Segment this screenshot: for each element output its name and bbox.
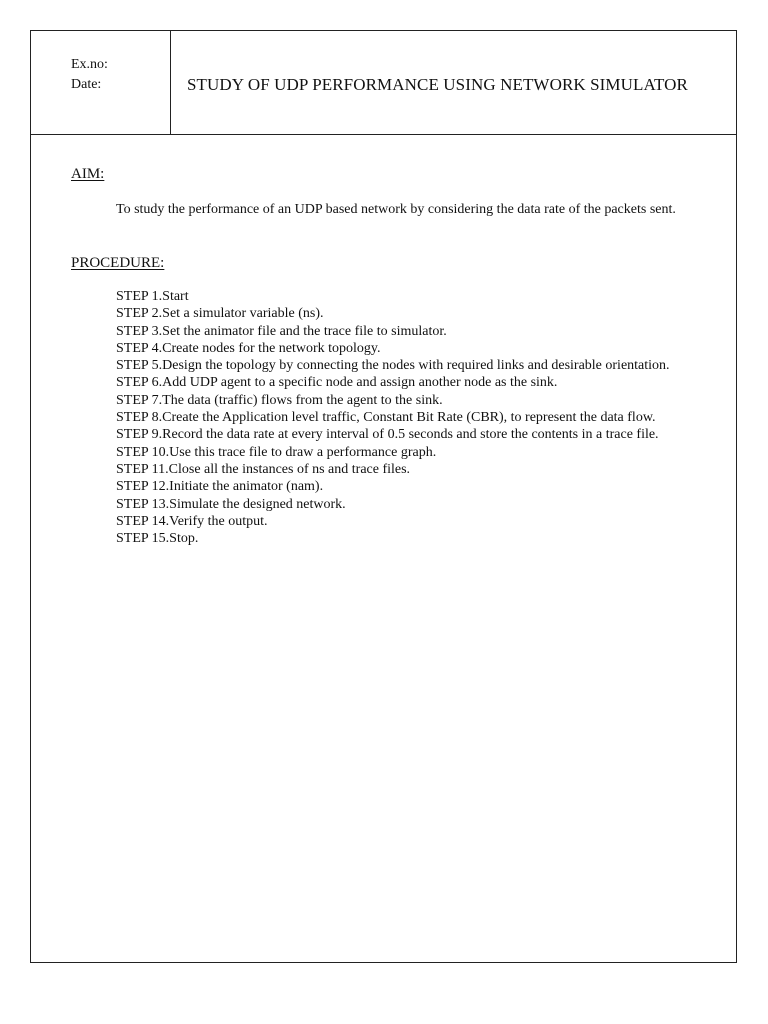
- procedure-step: STEP 10.Use this trace file to draw a performance graph.: [116, 444, 437, 460]
- procedure-step: STEP 14.Verify the output.: [116, 513, 268, 529]
- procedure-step: STEP 4.Create nodes for the network topology.: [116, 340, 381, 356]
- exno-label: Ex.no:: [71, 57, 108, 72]
- date-label: Date:: [71, 77, 102, 92]
- procedure-step: STEP 13.Simulate the designed network.: [116, 496, 346, 512]
- procedure-step: STEP 11.Close all the instances of ns and trace files.: [116, 461, 411, 477]
- header-meta-cell: [31, 31, 171, 134]
- procedure-step: STEP 12.Initiate the animator (nam).: [116, 479, 324, 495]
- procedure-steps-list: [116, 288, 670, 547]
- aim-heading: AIM:: [71, 166, 105, 182]
- procedure-step: STEP 3.Set the animator file and the trace file to simulator.: [116, 323, 447, 339]
- document-title: STUDY OF UDP PERFORMANCE USING NETWORK SIMULATOR: [187, 75, 688, 94]
- procedure-step: STEP 9.Record the data rate at every interval of 0.5 seconds and store the contents in a trace file.: [116, 427, 659, 443]
- header-table: [31, 31, 736, 135]
- procedure-step: STEP 6.Add UDP agent to a specific node and assign another node as the sink.: [116, 375, 558, 391]
- procedure-heading: PROCEDURE:: [71, 255, 165, 271]
- procedure-step: STEP 5.Design the topology by connecting the nodes with required links and desirable orientation.: [116, 358, 670, 374]
- procedure-step: STEP 7.The data (traffic) flows from the agent to the sink.: [116, 392, 443, 408]
- procedure-step: STEP 15.Stop.: [116, 531, 199, 547]
- document-frame: [30, 30, 737, 963]
- procedure-step: STEP 2.Set a simulator variable (ns).: [116, 306, 324, 322]
- procedure-step: STEP 1.Start: [116, 289, 189, 304]
- aim-text: To study the performance of an UDP based network by considering the data rate of the packets sent.: [116, 202, 676, 217]
- procedure-step: STEP 8.Create the Application level traffic, Constant Bit Rate (CBR), to represent the data flow.: [116, 410, 656, 426]
